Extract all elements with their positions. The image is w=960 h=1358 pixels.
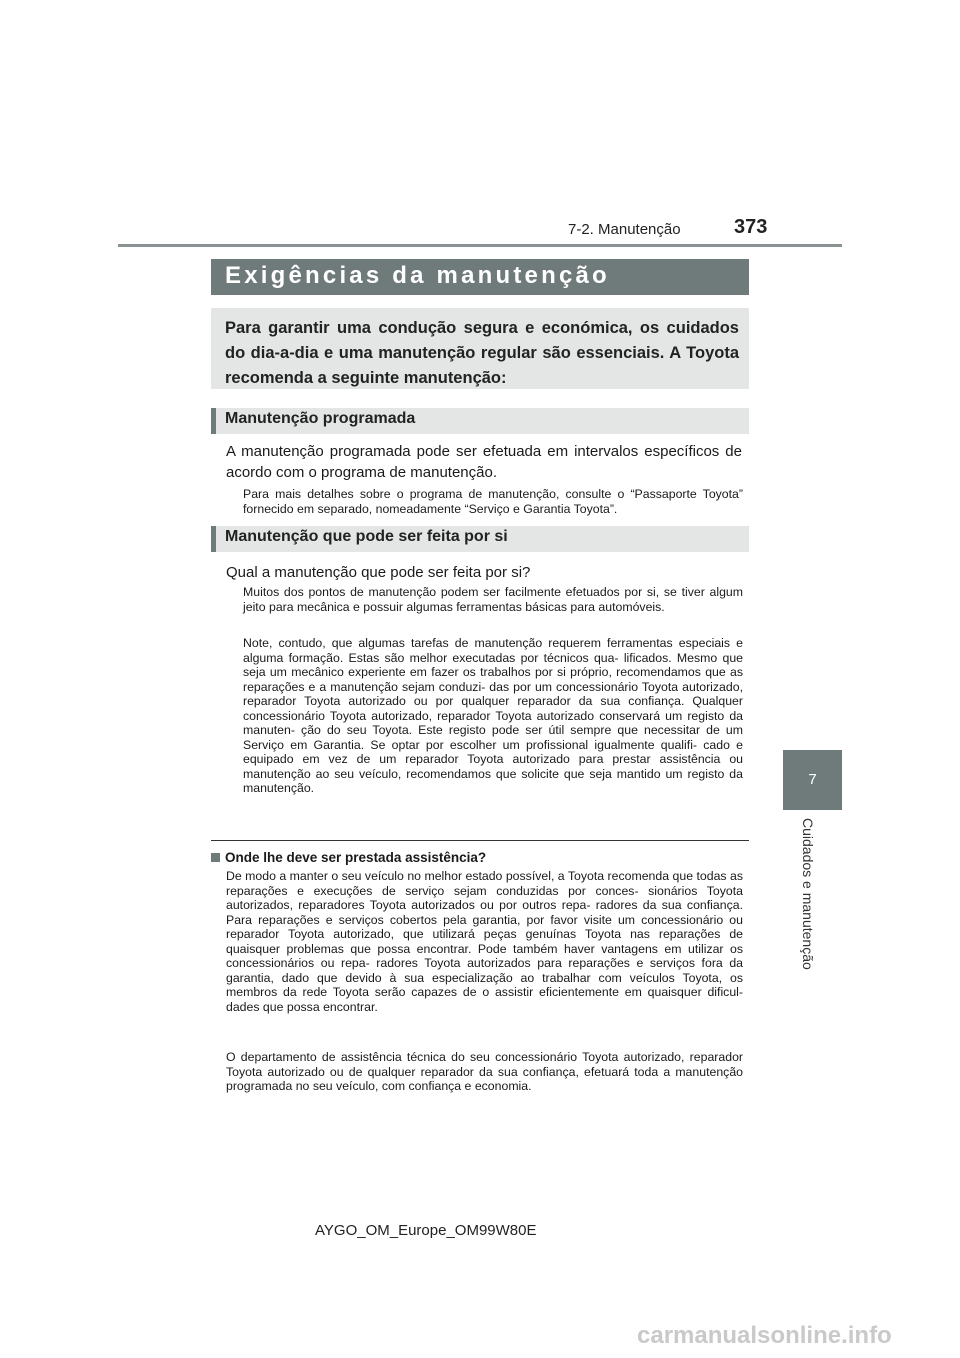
divider [211, 840, 749, 841]
footer-doc-id: AYGO_OM_Europe_OM99W80E [315, 1222, 537, 1239]
section-heading-text: Manutenção que pode ser feita por si [225, 528, 508, 545]
square-bullet-icon [211, 853, 220, 862]
chapter-label-text: Cuidados e manutenção [800, 818, 816, 970]
intro-box [211, 308, 749, 389]
chapter-label [800, 818, 824, 988]
section-marker [211, 408, 216, 434]
page-number: 373 [734, 216, 768, 238]
header-section: 7-2. Manutenção [568, 221, 681, 238]
page-title-bar [211, 259, 749, 295]
note-paragraph: De modo a manter o seu veículo no melhor estado possível, a Toyota recomenda que todas as reparações e execuções de serviço sejam conduzidas por conces- sionários Toyota autorizados, reparadores Toyota autorizados ou por outros repa- radores da sua confiança. Para reparações e serviços cobertos pela garantia, por favor visite um concessionário ou reparador Toyota autorizado, que utilizará peças genuínas Toyota nas reparações de quaisquer problemas que possa encontrar. Pode também haver vantagens em utilizar os concessionários ou repa- radores Toyota autorizados para reparações e serviços fora da garantia, dado que devido à sua especialização ao trabalhar com veículos Toyota, os membros da rede Toyota serão capazes de o assistir eficientemente em quaisquer dificul- dades que possa encontrar. [226, 869, 743, 1014]
section-detail: Note, contudo, que algumas tarefas de manutenção requerem ferramentas especiais e alguma formação. Estas são melhor executadas por técnicos qua- lificados. Mesmo que seja um mecânico experiente em fazer os trabalhos por si próprio, recomendamos que as reparações e a manutenção sejam conduzi- das por um concessionário Toyota autorizado, reparador Toyota autorizado ou por qualquer reparador da sua confiança. Qualquer concessionário Toyota autorizado, reparador Toyota autorizado conservará um registo da manuten- ção do seu Toyota. Este registo pode ser útil sempre que necessitar de um Serviço em Garantia. Se optar por escolher um profissional igualmente qualifi- cado e equipado em vez de um reparador Toyota autorizado para prestar assistência ou manutenção ao seu veículo, recomendamos que solicite que seja mantido um registo da manutenção. [243, 636, 743, 795]
note-heading [211, 850, 486, 865]
header-rule [118, 244, 842, 247]
section-heading-text: Manutenção programada [225, 410, 416, 427]
section-detail: Muitos dos pontos de manutenção podem ser facilmente efetuados por si, se tiver algum jeito para mecânica e possuir algumas ferramentas básicas para automóveis. [243, 585, 743, 614]
intro-text: Para garantir uma condução segura e económica, os cuidados do dia-a-dia e uma manutenção regular são essenciais. A Toyota recomenda a seguinte manutenção: [225, 319, 739, 387]
section-heading-scheduled [211, 408, 749, 434]
note-heading-text: Onde lhe deve ser prestada assistência? [225, 850, 487, 865]
chapter-tab: 7 [783, 750, 842, 810]
page-title: Exigências da manutenção [225, 262, 610, 289]
section-detail: Para mais detalhes sobre o programa de manutenção, consulte o “Passaporte Toyota” fornecido em separado, nomeadamente “Serviço e Garantia Toyota”. [243, 487, 743, 516]
section-body: A manutenção programada pode ser efetuada em intervalos específicos de acordo com o programa de manutenção. [226, 443, 742, 481]
section-marker [211, 526, 216, 552]
section-body: Qual a manutenção que pode ser feita por si? [226, 564, 531, 581]
note-paragraph: O departamento de assistência técnica do seu concessionário Toyota autorizado, reparador Toyota autorizado ou de qualquer reparador da sua confiança, efetuará toda a manutenção programada no seu veículo, com confiança e economia. [226, 1050, 743, 1093]
section-heading-diy [211, 526, 749, 552]
watermark: carmanualsonline.info [637, 1322, 892, 1349]
